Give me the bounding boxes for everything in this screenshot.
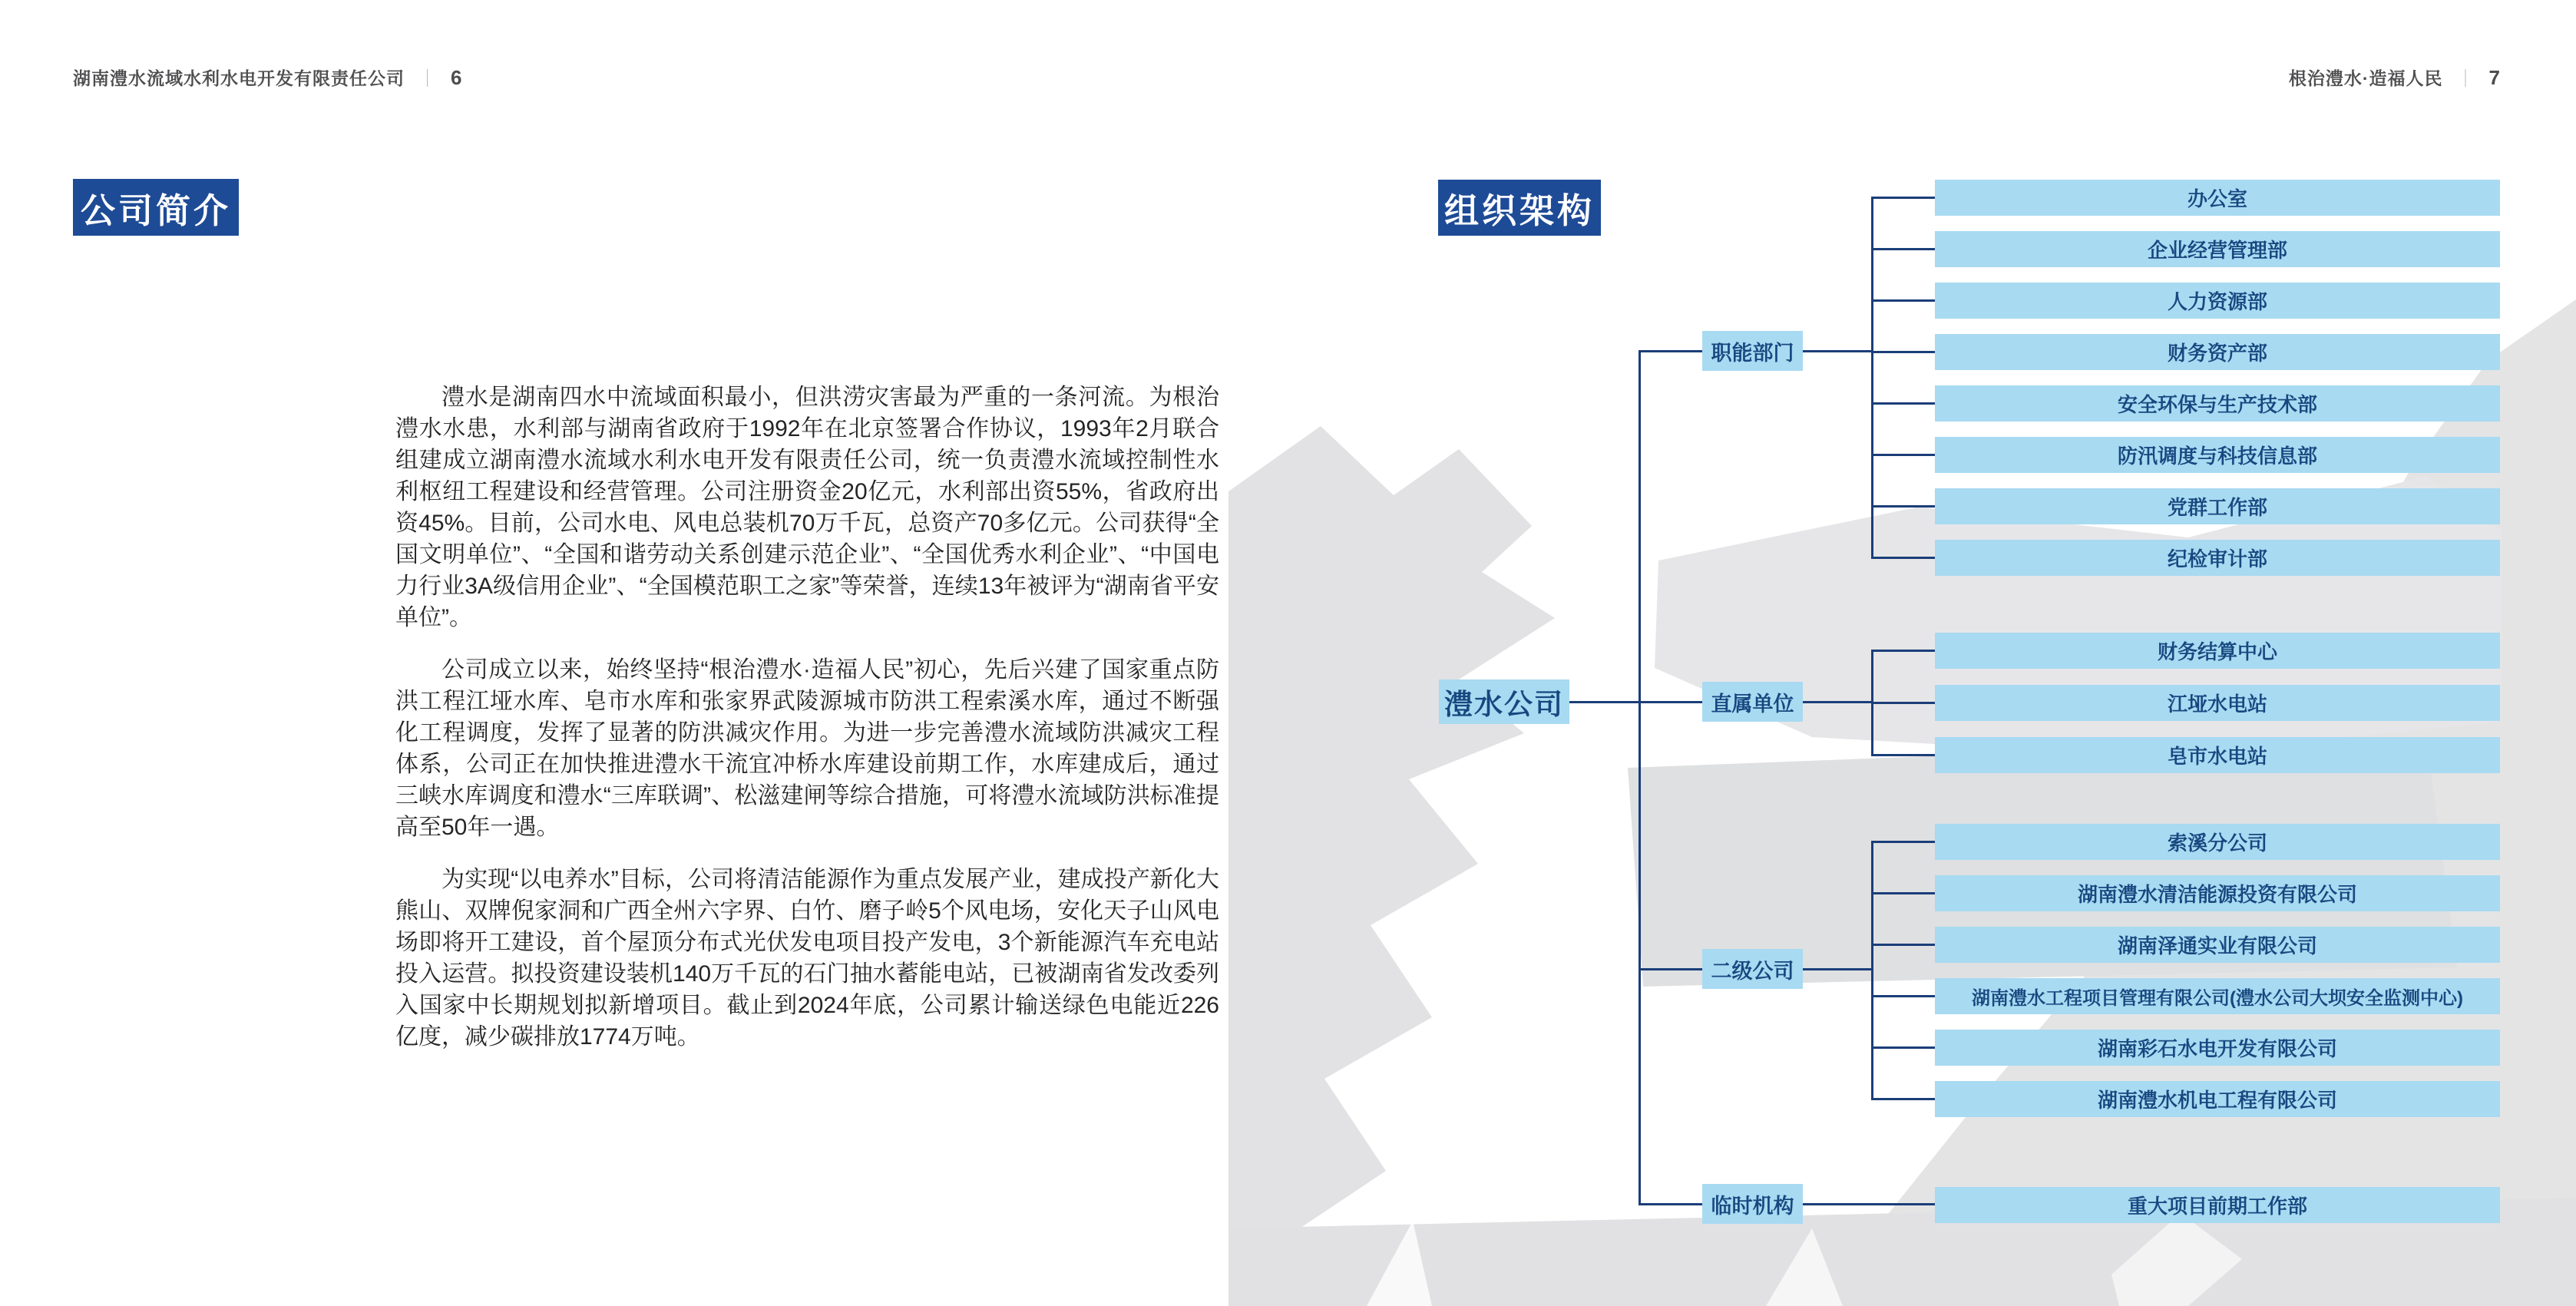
connector-group — [1803, 968, 1873, 970]
connector-group — [1803, 701, 1873, 703]
org-unit-bar: 防汛调度与科技信息部 — [1935, 437, 2500, 473]
right-page-number: 7 — [2488, 66, 2501, 89]
org-chart — [1437, 177, 2505, 1267]
org-unit-bar: 安全环保与生产技术部 — [1935, 385, 2500, 422]
org-unit-bar: 湖南澧水工程项目管理有限公司(澧水公司大坝安全监测中心) — [1935, 978, 2500, 1014]
org-unit-bar: 湖南泽通实业有限公司 — [1935, 927, 2500, 963]
intro-paragraph-2: 公司成立以来，始终坚持“根治澧水·造福人民”初心，先后兴建了国家重点防洪工程江垭水库、皂市水库和张家界武陵源城市防洪工程索溪水库，通过不断强化工程调度，发挥了显著的防洪减灾作用。为进一步完善澧水流域防洪减灾工程体系，公司正在加快推进澧水干流宜冲桥水库建设前期工作，水库建成后，通过三峡水库调度和澧水“三库联调”、松滋建闸等综合措施，可将澧水流域防洪标准提高至50年一遇。 — [395, 657, 1219, 840]
connector-unit — [1872, 650, 1935, 652]
org-unit-bar: 皂市水电站 — [1935, 737, 2500, 773]
org-category-directly-affiliated-units: 直属单位 — [1702, 682, 1803, 722]
connector-category — [1639, 968, 1704, 970]
connector-category — [1639, 1203, 1704, 1205]
connector-unit — [1872, 1046, 1935, 1049]
connector-unit — [1872, 944, 1935, 946]
connector-group-spine — [1871, 841, 1873, 1100]
org-category-secondary-companies: 二级公司 — [1702, 949, 1803, 989]
connector-trunk — [1639, 350, 1641, 1205]
header-separator: ｜ — [2456, 68, 2475, 88]
org-unit-bar: 财务资产部 — [1935, 334, 2500, 370]
org-unit-bar: 湖南澧水机电工程有限公司 — [1935, 1081, 2500, 1117]
intro-paragraph-1: 澧水是湖南四水中流域面积最小，但洪涝灾害最为严重的一条河流。为根治澧水水患，水利部与湖南省政府于1992年在北京签署合作协议，1993年2月联合组建成立湖南澧水流域水利水电开发有限责任公司，统一负责澧水流域控制性水利枢纽工程建设和经营管理。公司注册资金20亿元，水利部出资55%，省政府出资45%。目前，公司水电、风电总装机70万千瓦，总资产70多亿元。公司获得“全国文明单位”、“全国和谐劳动关系创建示范企业”、“全国优秀水利企业”、“中国电力行业3A级信用企业”、“全国模范职工之家”等荣誉，连续13年被评为“湖南省平安单位”。 — [395, 385, 1219, 630]
org-unit-bar: 办公室 — [1935, 180, 2500, 216]
org-unit-bar: 索溪分公司 — [1935, 824, 2500, 860]
connector-category — [1639, 701, 1704, 703]
connector-root — [1569, 701, 1640, 703]
intro-paragraph-3: 为实现“以电养水”目标，公司将清洁能源作为重点发展产业，建成投产新化大熊山、双牌倪家洞和广西全州六字界、白竹、磨子岭5个风电场，安化天子山风电场即将开工建设，首个屋顶分布式光伏发电项目投产发电，3个新能源汽车充电站投入运营。拟投资建设装机140万千瓦的石门抽水蓄能电站，已被湖南省发改委列入国家中长期规划拟新增项目。截止到2024年底，公司累计输送绿色电能近226亿度，减少碳排放1774万吨。 — [395, 867, 1219, 1050]
header-separator: ｜ — [418, 68, 437, 88]
connector-unit — [1872, 248, 1935, 250]
left-page-header — [73, 64, 462, 90]
connector-group — [1803, 350, 1873, 352]
org-unit-bar: 企业经营管理部 — [1935, 231, 2500, 267]
org-unit-bar: 党群工作部 — [1935, 488, 2500, 524]
connector-unit — [1872, 1098, 1935, 1100]
org-unit-bar: 纪检审计部 — [1935, 540, 2500, 576]
company-name: 湖南澧水流域水利水电开发有限责任公司 — [73, 68, 405, 88]
connector-unit — [1872, 351, 1935, 353]
connector-unit — [1872, 299, 1935, 302]
section-title-company-intro: 公司简介 — [73, 179, 239, 236]
org-category-temporary-organizations: 临时机构 — [1702, 1184, 1803, 1224]
org-unit-bar: 湖南彩石水电开发有限公司 — [1935, 1030, 2500, 1066]
connector-unit — [1872, 197, 1935, 199]
company-intro-text — [395, 382, 1219, 1073]
org-unit-bar: 财务结算中心 — [1935, 633, 2500, 669]
org-unit-bar: 重大项目前期工作部 — [1935, 1187, 2500, 1223]
connector-unit — [1872, 754, 1935, 756]
section-title-org-structure: 组织架构 — [1438, 180, 1601, 236]
org-root-node: 澧水公司 — [1439, 679, 1569, 724]
org-category-functional-departments: 职能部门 — [1702, 331, 1803, 371]
connector-category — [1639, 350, 1704, 352]
connector-unit — [1872, 505, 1935, 508]
connector-unit — [1872, 402, 1935, 405]
org-unit-bar: 湖南澧水清洁能源投资有限公司 — [1935, 875, 2500, 911]
connector-unit — [1872, 892, 1935, 894]
org-unit-bar: 江垭水电站 — [1935, 685, 2500, 721]
connector-group — [1803, 1203, 1935, 1205]
connector-unit — [1872, 995, 1935, 997]
connector-unit — [1872, 454, 1935, 456]
connector-unit — [1872, 841, 1935, 843]
slogan: 根治澧水·造福人民 — [2288, 68, 2443, 88]
left-page-number: 6 — [451, 66, 463, 89]
connector-unit — [1872, 702, 1935, 704]
connector-unit — [1872, 557, 1935, 559]
org-unit-bar: 人力资源部 — [1935, 283, 2500, 319]
right-page-header — [2289, 64, 2501, 90]
